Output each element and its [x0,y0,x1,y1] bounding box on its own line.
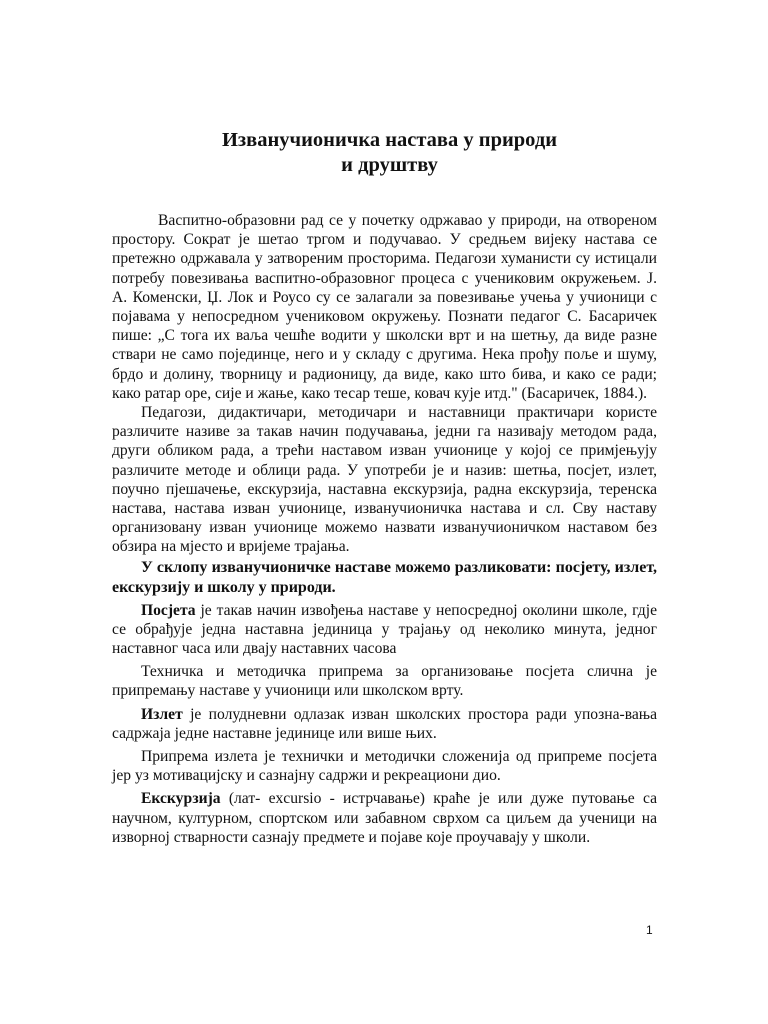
title-line-1: Изванучионичка настава у природи [221,129,558,151]
paragraph-types-heading: У склопу изванучионичке наставе можемо разликовати: посјету, излет, екскурзију и школу у природи. [112,558,657,596]
term-ekskurzija: Екскурзија [141,790,221,808]
izlet-definition: је полудневни одлазак изван школских простора ради упозна-вања садржаја једне наставне јединице или више њих. [112,705,657,742]
ekskurzija-definition: (лат- excursio - истрчавање) краће је или дуже путовање са научном, културном, спортском или забавном сврхом са циљем да ученици на изворној стварности сазнају предмете и појаве које проучавају у школи. [112,790,657,846]
paragraph-izlet [112,705,657,743]
paragraph-history: Васпитно-образовни рад се у почетку одржавао у природи, на отвореном простору. Сократ је шетао тргом и подучавао. У средњем вијеку настава се претежно одржавала у затвореним просторима. Педагози хуманисти су истицали потребу повезивања васпитно-образовног процеса с учениковим окружењем. Ј. А. Коменски, Џ. Лок и Роусо су се залагали за повезивање учења у учионици с појавама у непосредном учениковом окружењу. Познати педагог С. Басаричек пише: „С тога их ваља чешће водити у школски врт и на шетњу, да виде разне ствари не само појединце, него и у складу с другима. Нека прођу поље и шуму, брдо и долину, творницу и радионицу, да виде, како што бива, и како се ради; како ратар оре, сије и жање, како тесар теше, ковач кује итд." (Басаричек, 1884.). [112,212,657,402]
term-posjeta: Посјета [141,601,196,619]
title-line-2: и друштву [341,154,438,176]
term-izlet: Излет [141,705,183,723]
paragraph-izlet-preparation: Припрема излета је технички и методички сложенија од припреме посјета јер уз мотивацијску и сазнајну садржи и рекреациони дио. [112,748,657,785]
paragraph-ekskurzija [112,789,657,847]
paragraph-posjeta-preparation: Техничка и методичка припрема за организовање посјета слична је припремању наставе у учионици или школском врту. [112,663,657,700]
page-number: 1 [646,923,653,937]
document-title [112,128,657,178]
paragraph-terminology: Педагози, дидактичари, методичари и наставници практичари користе различите називе за такав начин подучавања, једни га називају методом рада, други обликом рада, а трећи наставом изван учионице у којој се примјењују различите методе и облици рада. У употреби је и назив: шетња, посјет, излет, поучно пјешачење, екскурзија, наставна екскурзија, радна екскурзија, теренска настава, настава изван учионице, изванучионичка настава и сл. Сву наставу организовану изван учионице можемо назвати изванучионичком наставом без обзира на мјесто и вријеме трајања. [112,404,657,556]
posjeta-definition: је такав начин извођења наставе у непосредној околини школе, гдје се обрађује једна наставна јединица у трајању од неколико минута, једног наставног часа или двају наставних часова [112,601,657,658]
document-page [112,128,657,847]
paragraph-posjeta [112,601,657,659]
